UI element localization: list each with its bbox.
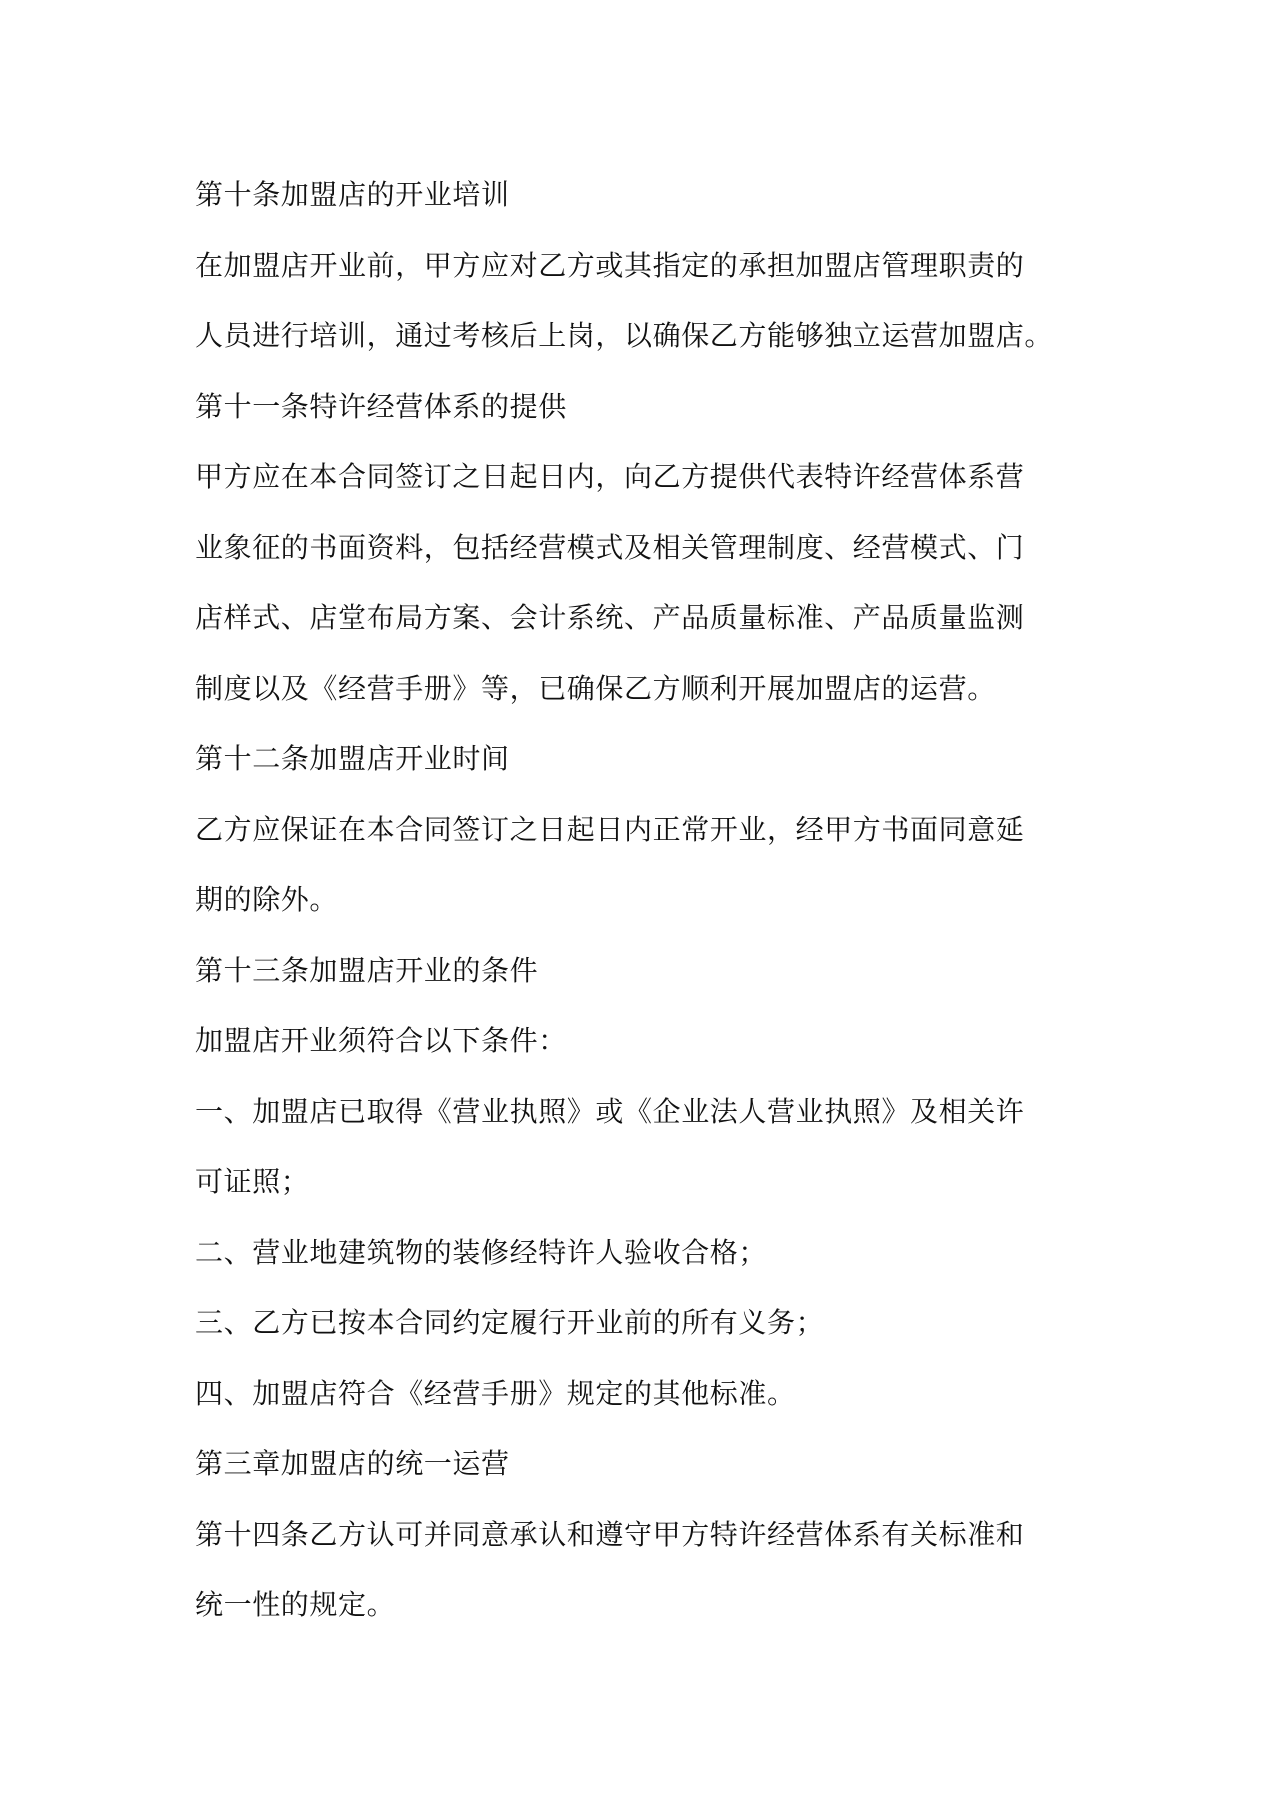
article-11-text-line-4: 制度以及《经营手册》等，已确保乙方顺利开展加盟店的运营。 <box>195 671 996 705</box>
article-10-text-line-2: 人员进行培训，通过考核后上岗，以确保乙方能够独立运营加盟店。 <box>195 319 1054 352</box>
article-10-heading: 第十条加盟店的开业培训 <box>195 178 510 211</box>
article-13-item-2: 二、营业地建筑物的装修经特许人验收合格； <box>195 1235 768 1269</box>
article-12-heading: 第十二条加盟店开业时间 <box>195 742 510 775</box>
chapter-3-heading: 第三章加盟店的统一运营 <box>195 1447 510 1480</box>
article-12-text-line-1: 乙方应保证在本合同签订之日起日内正常开业，经甲方书面同意延 <box>195 812 1025 846</box>
article-13-intro: 加盟店开业须符合以下条件： <box>195 1024 567 1057</box>
article-11-text-line-1: 甲方应在本合同签订之日起日内，向乙方提供代表特许经营体系营 <box>195 460 1025 493</box>
article-14-text-line-1: 第十四条乙方认可并同意承认和遵守甲方特许经营体系有关标准和 <box>195 1517 1025 1551</box>
article-13-item-1-line-2: 可证照； <box>195 1165 310 1198</box>
article-11-text-line-2: 业象征的书面资料，包括经营模式及相关管理制度、经营模式、门 <box>195 530 1025 564</box>
article-10-text-line-1: 在加盟店开业前，甲方应对乙方或其指定的承担加盟店管理职责的 <box>195 248 1025 282</box>
article-11-text-line-3: 店样式、店堂布局方案、会计系统、产品质量标准、产品质量监测 <box>195 601 1025 634</box>
article-12-text-line-2: 期的除外。 <box>195 883 339 916</box>
article-13-item-1-line-1: 一、加盟店已取得《营业执照》或《企业法人营业执照》及相关许 <box>195 1094 1025 1128</box>
article-13-heading: 第十三条加盟店开业的条件 <box>195 953 539 987</box>
article-13-item-3: 三、乙方已按本合同约定履行开业前的所有义务； <box>195 1306 825 1339</box>
document-body <box>195 160 1095 1641</box>
article-14-text-line-2: 统一性的规定。 <box>195 1588 396 1621</box>
article-11-heading: 第十一条特许经营体系的提供 <box>195 389 567 423</box>
article-13-item-4: 四、加盟店符合《经营手册》规定的其他标准。 <box>195 1376 796 1410</box>
